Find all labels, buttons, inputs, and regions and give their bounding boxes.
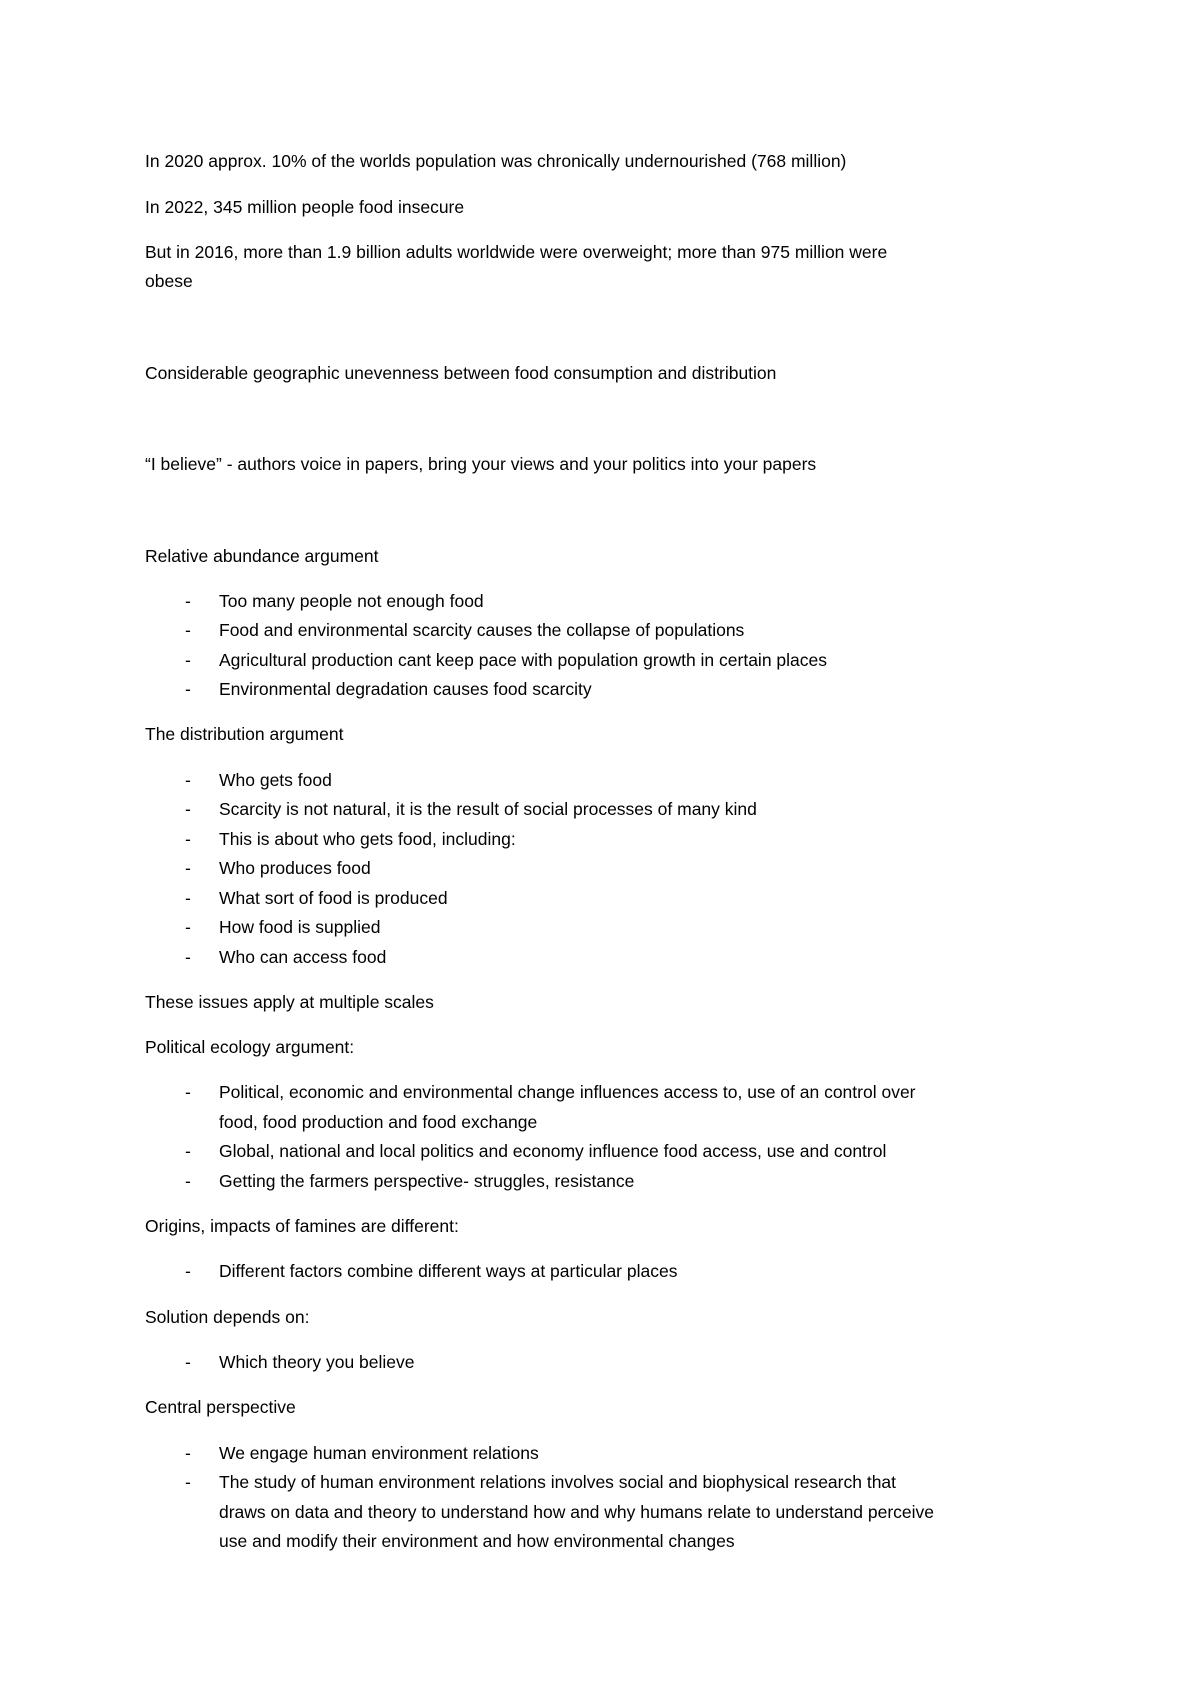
list-item: Food and environmental scarcity causes the collapse of populations (219, 620, 745, 640)
bullet-dash: - (185, 888, 191, 908)
heading-relative-abundance: Relative abundance argument (145, 546, 379, 566)
bullet-dash: - (185, 799, 191, 819)
paragraph-undernourished: In 2020 approx. 10% of the worlds population was chronically undernourished (768 million) (145, 151, 847, 171)
list-item: Who produces food (219, 858, 371, 878)
bullet-dash: - (185, 1443, 191, 1463)
list-item: What sort of food is produced (219, 888, 448, 908)
list-item: We engage human environment relations (219, 1443, 539, 1463)
list-item-continuation: use and modify their environment and how environmental changes (219, 1531, 735, 1551)
paragraph-multiple-scales: These issues apply at multiple scales (145, 992, 434, 1012)
list-item-continuation: food, food production and food exchange (219, 1112, 538, 1132)
heading-solution: Solution depends on: (145, 1307, 310, 1327)
bullet-dash: - (185, 620, 191, 640)
heading-famines: Origins, impacts of famines are different: (145, 1216, 459, 1236)
list-item: Different factors combine different ways at particular places (219, 1261, 678, 1281)
bullet-dash: - (185, 679, 191, 699)
list-item: Environmental degradation causes food scarcity (219, 679, 592, 699)
bullet-dash: - (185, 1472, 191, 1492)
bullet-dash: - (185, 858, 191, 878)
list-item: The study of human environment relations involves social and biophysical research that (219, 1472, 897, 1492)
heading-political-ecology: Political ecology argument: (145, 1037, 355, 1057)
list-item: Too many people not enough food (219, 591, 484, 611)
bullet-dash: - (185, 1352, 191, 1372)
heading-central-perspective: Central perspective (145, 1397, 296, 1417)
paragraph-unevenness: Considerable geographic unevenness between food consumption and distribution (145, 363, 777, 383)
list-item: Which theory you believe (219, 1352, 415, 1372)
bullet-dash: - (185, 829, 191, 849)
list-item: Getting the farmers perspective- struggles, resistance (219, 1171, 635, 1191)
heading-distribution-argument: The distribution argument (145, 724, 344, 744)
bullet-dash: - (185, 1141, 191, 1161)
paragraph-i-believe: “I believe” - authors voice in papers, bring your views and your politics into your papers (145, 454, 817, 474)
paragraph-food-insecure: In 2022, 345 million people food insecure (145, 197, 465, 217)
bullet-dash: - (185, 591, 191, 611)
list-item: How food is supplied (219, 917, 381, 937)
list-item: Political, economic and environmental change influences access to, use of an control over (219, 1082, 916, 1102)
paragraph-overweight: But in 2016, more than 1.9 billion adults worldwide were overweight; more than 975 million were (145, 242, 888, 262)
paragraph-overweight-cont: obese (145, 271, 193, 291)
bullet-dash: - (185, 947, 191, 967)
bullet-dash: - (185, 1171, 191, 1191)
bullet-dash: - (185, 917, 191, 937)
list-item-continuation: draws on data and theory to understand how and why humans relate to understand perceive (219, 1502, 935, 1522)
bullet-dash: - (185, 1082, 191, 1102)
list-item: Agricultural production cant keep pace with population growth in certain places (219, 650, 827, 670)
list-item: This is about who gets food, including: (219, 829, 516, 849)
list-item: Global, national and local politics and economy influence food access, use and control (219, 1141, 887, 1161)
list-item: Scarcity is not natural, it is the result of social processes of many kind (219, 799, 757, 819)
bullet-dash: - (185, 770, 191, 790)
bullet-dash: - (185, 1261, 191, 1281)
bullet-dash: - (185, 650, 191, 670)
list-item: Who gets food (219, 770, 332, 790)
list-item: Who can access food (219, 947, 387, 967)
